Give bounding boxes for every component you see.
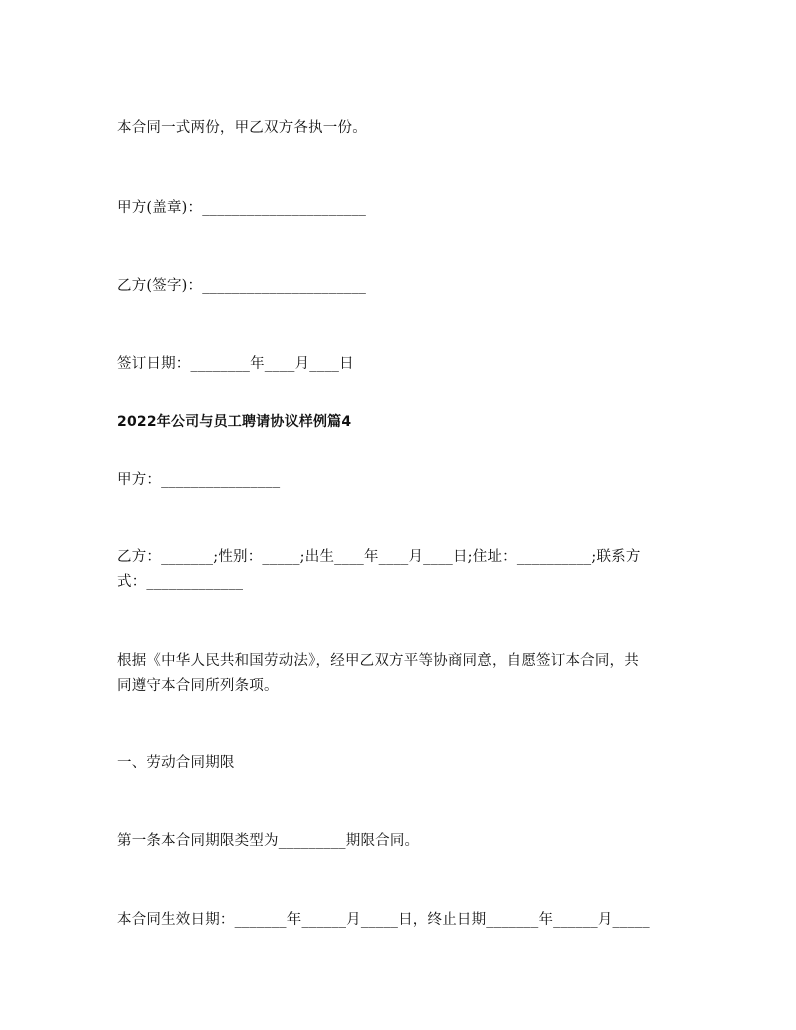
party-a-line: 甲方：________________: [117, 472, 281, 488]
signing-date-line: 签订日期：________年____月____日: [117, 356, 354, 372]
paragraph-copies: 本合同一式两份，甲乙双方各执一份。: [117, 120, 367, 136]
party-b-signature-line: 乙方(签字)：______________________: [117, 278, 367, 294]
party-b-info-line-1: 乙方：_______;性别：_____;出生____年____月____日;住址：__________;联系方: [117, 549, 641, 565]
effective-date-line: 本合同生效日期：_______年______月_____日，终止日期_______年______月_____: [117, 912, 650, 928]
party-b-info-line-2: 式：_____________: [117, 574, 244, 590]
basis-paragraph-line-2: 同遵守本合同所列条项。: [117, 678, 279, 694]
chapter-one-heading: 一、劳动合同期限: [117, 755, 235, 771]
article-one: 第一条本合同期限类型为_________期限合同。: [117, 833, 420, 849]
section-title: 2022年公司与员工聘请协议样例篇4: [117, 414, 352, 430]
party-a-seal-line: 甲方(盖章)：______________________: [117, 200, 367, 216]
basis-paragraph-line-1: 根据《中华人民共和国劳动法》，经甲乙双方平等协商同意，自愿签订本合同，共: [117, 653, 639, 669]
